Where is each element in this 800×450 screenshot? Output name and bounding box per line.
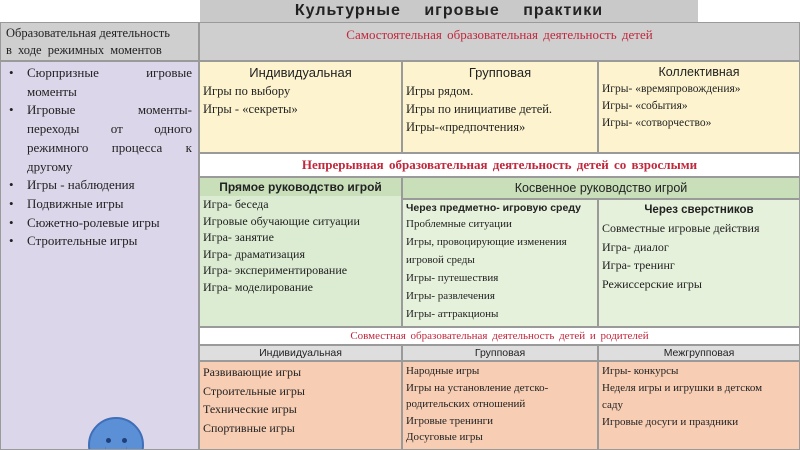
list-item: Проблемные ситуации (406, 218, 512, 230)
section-continuous-header: Непрерывная образовательная деятельность детей со взрослыми (199, 153, 800, 177)
list-item: Игры- путешествия (406, 272, 499, 284)
list-item-line: режимного процесса к (27, 139, 192, 155)
bullet-icon: • (9, 195, 14, 211)
list-item: Игры- «сотворчество» (602, 117, 712, 129)
joint-group-title: Групповая (402, 345, 598, 361)
list-item: Режиссерские игры (602, 276, 702, 291)
list-item: Игры- аттракционы (406, 308, 499, 320)
list-item-line: Игровые моменты- (27, 102, 192, 118)
independent-group-title: Групповая (468, 65, 532, 80)
list-item: Игра- экспериментирование (203, 263, 348, 278)
independent-group-cell (402, 61, 598, 153)
smiley-face-icon (88, 417, 144, 450)
list-item: Игры- «времяпровождения» (602, 83, 741, 95)
independent-group-list (406, 82, 594, 136)
list-item: игровой среды (406, 254, 475, 266)
list-item: Игры, провоцирующие изменения (406, 236, 567, 248)
joint-group-cell (402, 361, 598, 450)
list-item: Игра- тренинг (602, 258, 675, 272)
independent-collective-cell (598, 61, 800, 153)
indirect-guidance-header: Косвенное руководство игрой (402, 177, 800, 199)
joint-individual-title: Индивидуальная (199, 345, 402, 361)
list-item: Народные игры (406, 365, 480, 377)
indirect-peers-list (602, 219, 796, 293)
list-item-line: Подвижные игры (27, 195, 124, 211)
list-item: Игра- занятие (203, 230, 274, 245)
independent-collective-list (602, 81, 796, 132)
regime-list-item (1, 101, 192, 176)
indirect-subject-cell (402, 199, 598, 327)
list-item-line: переходы от одного (27, 121, 192, 137)
section-independent-header: Самостоятельная образовательная деятельность детей (199, 22, 800, 61)
list-item-line: Сюрпризные игровые (27, 65, 192, 80)
list-item: Игра- драматизация (203, 246, 305, 261)
bullet-icon: • (9, 214, 14, 230)
indirect-peers-title: Через сверстников (644, 204, 754, 216)
list-item: Игровые тренинги (406, 414, 494, 427)
joint-intergroup-title: Межгрупповая (598, 345, 800, 361)
page-title: Культурные игровые практики (200, 0, 698, 22)
list-item: Досуговые игры (406, 431, 483, 443)
independent-individual-title: Индивидуальная (249, 65, 352, 80)
section-joint-header: Совместная образовательная деятельность детей и родителей (199, 327, 800, 345)
direct-guidance-cell (199, 177, 402, 327)
list-item: родительских отношений (406, 398, 526, 410)
list-item: Игры на установление детско- (406, 381, 549, 394)
list-item: саду (602, 399, 623, 411)
indirect-peers-cell (598, 199, 800, 327)
list-item-line: Игры - наблюдения (27, 177, 135, 193)
list-item: Игры- развлечения (406, 290, 495, 302)
direct-guidance-list (200, 196, 401, 296)
regime-list-item (1, 214, 192, 233)
bullet-icon: • (9, 233, 14, 249)
list-item-line: Сюжетно-ролевые игры (27, 214, 160, 230)
left-column-body (0, 61, 199, 450)
list-item: Игры рядом. (406, 84, 474, 98)
list-item: Технические игры (203, 402, 297, 416)
list-item: Игровые досуги и праздники (602, 416, 739, 428)
list-item: Игры- конкурсы (602, 365, 679, 377)
bullet-icon: • (9, 65, 14, 80)
list-item-line: моменты (27, 83, 77, 99)
indirect-subject-title: Через предметно- игровую среду (406, 202, 581, 214)
indirect-subject-list (406, 215, 594, 323)
regime-list-item (1, 195, 192, 214)
list-item: Неделя игры и игрушки в детском (602, 382, 763, 394)
left-header-line1: Образовательная деятельность (6, 26, 170, 40)
regime-moments-list (1, 64, 192, 251)
list-item: Игровые обучающие ситуации (203, 213, 360, 228)
joint-intergroup-cell (598, 361, 800, 450)
list-item: Игра- диалог (602, 239, 669, 254)
left-column-header (0, 22, 199, 61)
direct-guidance-title: Прямое руководство игрой (200, 178, 401, 196)
list-item: Строительные игры (203, 383, 305, 398)
bullet-icon: • (9, 177, 14, 193)
regime-list-item (1, 64, 192, 101)
list-item: Игра- беседа (203, 197, 269, 211)
list-item: Игры по инициативе детей. (406, 102, 553, 116)
list-item: Игры по выбору (203, 84, 291, 98)
list-item: Игры- «события» (602, 100, 688, 112)
independent-collective-title: Коллективная (658, 65, 740, 79)
joint-individual-cell (199, 361, 402, 450)
list-item: Спортивные игры (203, 420, 295, 435)
list-item-line: Строительные игры (27, 233, 138, 249)
list-item: Игры - «секреты» (203, 102, 298, 116)
list-item: Совместные игровые действия (602, 221, 760, 235)
independent-individual-list (203, 82, 398, 118)
bullet-icon: • (9, 102, 14, 118)
independent-individual-cell (199, 61, 402, 153)
list-item: Развивающие игры (203, 365, 302, 379)
regime-list-item (1, 176, 192, 195)
list-item: Игра- моделирование (203, 279, 314, 294)
left-header-line2: в ходе режимных моментов (6, 43, 162, 57)
regime-list-item (1, 232, 192, 251)
list-item-line: другому (27, 158, 73, 174)
list-item: Игры-«предпочтения» (406, 120, 526, 134)
